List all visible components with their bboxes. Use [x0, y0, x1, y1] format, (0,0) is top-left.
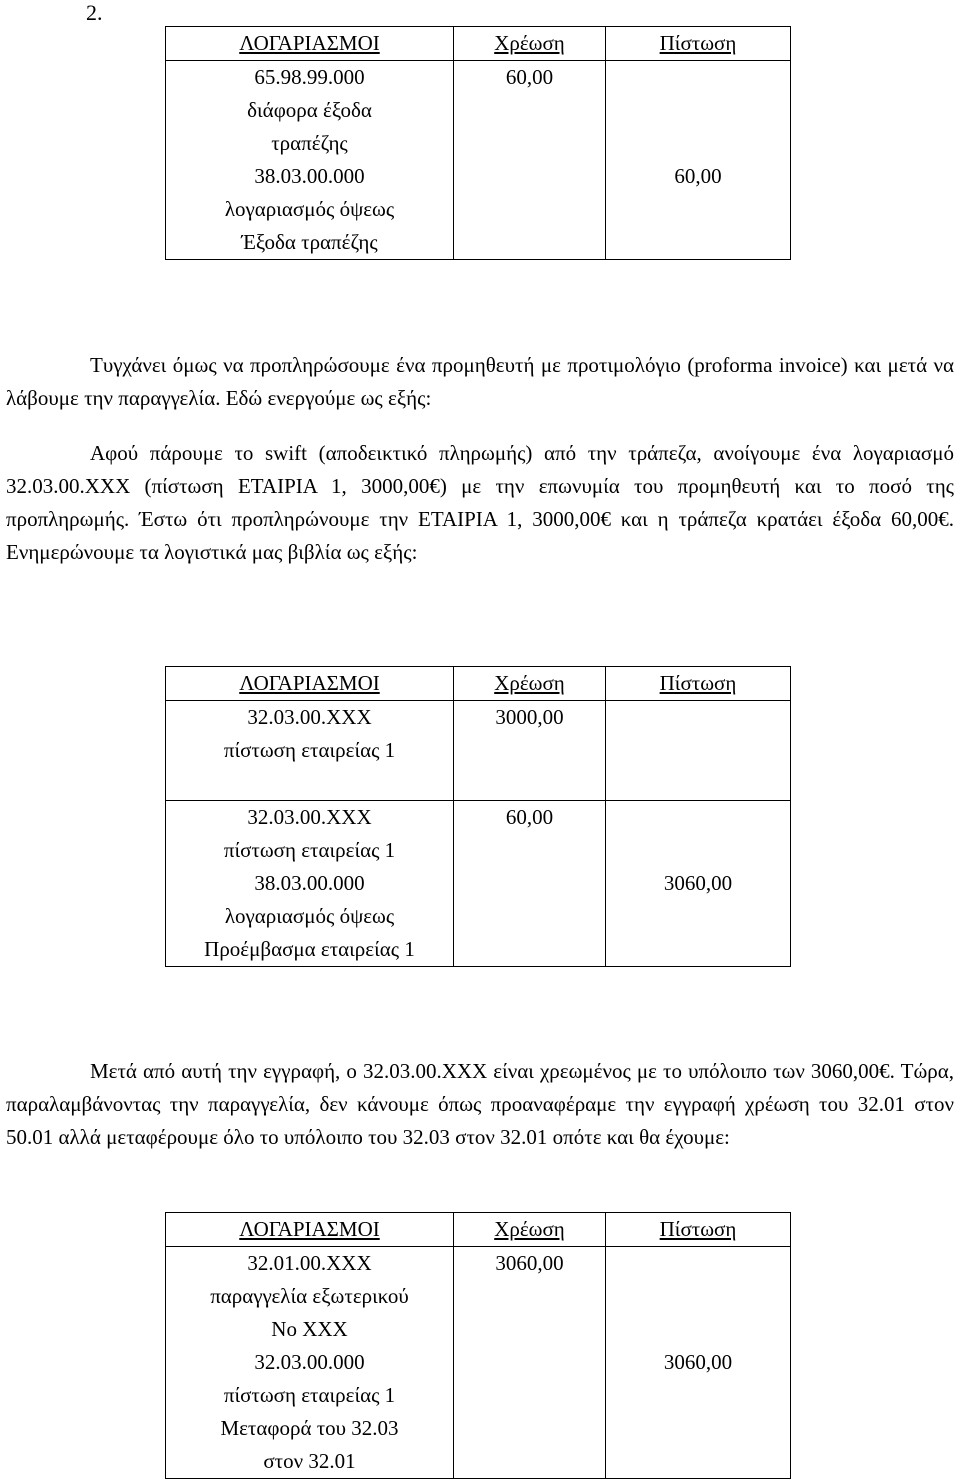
- account-line: στον 32.01: [263, 1449, 356, 1473]
- debit-cell: [454, 61, 606, 260]
- header-accounts: ΛΟΓΑΡΙΑΣΜΟΙ: [166, 1213, 454, 1247]
- account-line: Νο XXX: [271, 1317, 348, 1341]
- header-debit: Χρέωση: [454, 27, 606, 61]
- account-line: 38.03.00.000: [254, 164, 365, 188]
- table-header-row: [166, 667, 791, 701]
- account-line: λογαριασμός όψεως: [224, 904, 395, 928]
- header-credit: Πίστωση: [606, 27, 791, 61]
- header-credit: Πίστωση: [606, 1213, 791, 1247]
- header-debit: Χρέωση: [454, 667, 606, 701]
- account-line: παραγγελία εξωτερικού: [210, 1284, 409, 1308]
- account-line: 65.98.99.000: [254, 65, 365, 89]
- header-credit: Πίστωση: [606, 667, 791, 701]
- debit-cell: [454, 701, 606, 801]
- account-line: Έξοδα τραπέζης: [241, 230, 378, 254]
- accounts-cell: [166, 701, 454, 801]
- account-line: τραπέζης: [271, 131, 348, 155]
- credit-cell: [606, 701, 791, 801]
- paragraph-2: [6, 1055, 954, 1154]
- account-line: λογαριασμός όψεως: [224, 197, 395, 221]
- credit-amount: 60,00: [674, 164, 722, 188]
- table-row: [166, 801, 791, 967]
- paragraph-text: Μετά από αυτή την εγγραφή, ο 32.03.00.XXX είναι χρεωμένος με το υπόλοιπο των 3060,00€. Τώρα, παραλαμβάνοντας την παραγγελία, δεν κάνουμε όπως προαναφέραμε την εγγραφή χρέωση του 32.01 στον 50.01 αλλά μεταφέρουμε όλο το υπόλοιπο του 32.03 στον 32.01 οπότε και θα έχουμε:: [6, 1059, 954, 1149]
- header-accounts: ΛΟΓΑΡΙΑΣΜΟΙ: [166, 27, 454, 61]
- credit-amount: 3060,00: [663, 1350, 733, 1374]
- account-line: πίστωση εταιρείας 1: [223, 838, 396, 862]
- credit-cell: [606, 801, 791, 967]
- accounts-cell: [166, 1247, 454, 1479]
- account-line: πίστωση εταιρείας 1: [223, 1383, 396, 1407]
- account-line: 38.03.00.000: [254, 871, 365, 895]
- debit-cell: [454, 801, 606, 967]
- accounts-cell: [166, 61, 454, 260]
- journal-entry-table-1: [165, 26, 791, 260]
- credit-cell: [606, 1247, 791, 1479]
- debit-amount: 3000,00: [495, 705, 564, 729]
- journal-entry-table-3: [165, 1212, 791, 1479]
- header-debit: Χρέωση: [454, 1213, 606, 1247]
- account-line: 32.03.00.XXX: [247, 705, 372, 729]
- table-row: [166, 1247, 791, 1479]
- table-row: [166, 61, 791, 260]
- account-line: 32.03.00.000: [254, 1350, 365, 1374]
- account-line: πίστωση εταιρείας 1: [223, 738, 396, 762]
- header-accounts: ΛΟΓΑΡΙΑΣΜΟΙ: [166, 667, 454, 701]
- debit-amount: 60,00: [505, 805, 554, 829]
- debit-amount: 3060,00: [495, 1251, 564, 1275]
- credit-amount: 3060,00: [663, 871, 733, 895]
- table-header-row: [166, 1213, 791, 1247]
- paragraph-1: [6, 349, 954, 569]
- debit-cell: [454, 1247, 606, 1479]
- paragraph-text: Τυγχάνει όμως να προπληρώσουμε ένα προμηθευτή με προτιμολόγιο (proforma invoice) και μετά να λάβουμε την παραγγελία. Εδώ ενεργούμε ως εξής:: [6, 353, 954, 410]
- table-header-row: [166, 27, 791, 61]
- table-row: [166, 701, 791, 801]
- credit-cell: [606, 61, 791, 260]
- debit-amount: 60,00: [505, 65, 554, 89]
- journal-entry-table-2: [165, 666, 791, 967]
- accounts-cell: [166, 801, 454, 967]
- account-line: 32.01.00.XXX: [247, 1251, 372, 1275]
- account-line: Προέμβασμα εταιρείας 1: [204, 937, 415, 961]
- account-line: 32.03.00.XXX: [247, 805, 372, 829]
- item-number: 2.: [86, 0, 103, 25]
- paragraph-text: Αφού πάρουμε το swift (αποδεικτικό πληρωμής) από την τράπεζα, ανοίγουμε ένα λογαριασμό 32.03.00.XXX (πίστωση ΕΤΑΙΡΙΑ 1, 3000,00€) με την επωνυμία του προμηθευτή και το ποσό της προπληρωμής. Έστω ότι προπληρώνουμε την ΕΤΑΙΡΙΑ 1, 3000,00€ και η τράπεζα κρατάει έξοδα 60,00€. Ενημερώνουμε τα λογιστικά μας βιβλία ως εξής:: [6, 441, 954, 564]
- account-line: Μεταφορά του 32.03: [220, 1416, 399, 1440]
- account-line: διάφορα έξοδα: [247, 98, 372, 122]
